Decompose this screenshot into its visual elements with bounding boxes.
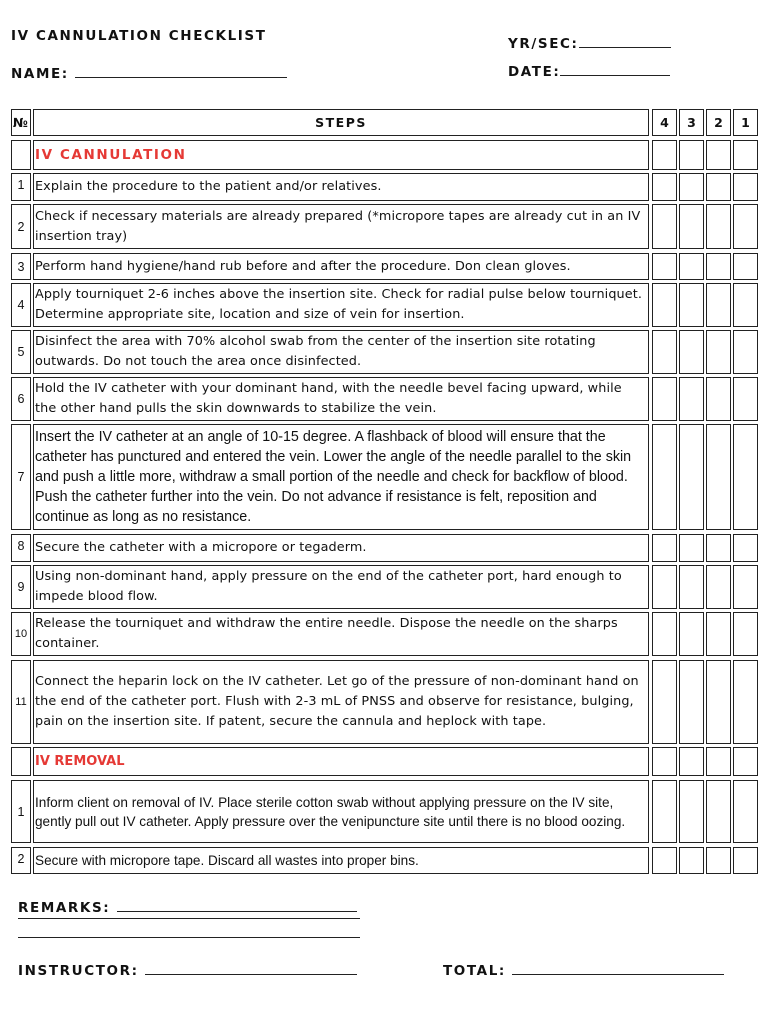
step-text-content: Insert the IV catheter at an angle of 10-15 degree. A flashback of blood will ensure that the catheter has punctured and entered the vein. Lower the angle of the needle parallel to the skin and push a little more, withdraw a small portion of the needle and check for backflow of blood. Push the catheter further into the vein. Do not advance if resistance is felt, reposition and continue as long as no resistance. [35, 429, 632, 525]
instructor-blank[interactable] [145, 972, 357, 975]
score-header-4: 4 [652, 109, 677, 136]
total-blank[interactable] [512, 972, 724, 975]
page-title: IV CANNULATION CHECKLIST [11, 28, 267, 44]
score-cell-2[interactable] [706, 612, 731, 656]
step-number: 9 [11, 565, 31, 609]
section-number-cell [11, 140, 31, 170]
score-cell [652, 747, 677, 776]
step-text [33, 377, 649, 421]
step-text-content: Apply tourniquet 2-6 inches above the insertion site. Check for radial pulse below tourniquet. Determine appropriate site, location and size of vein for insertion. [35, 287, 643, 322]
score-cell-3[interactable] [679, 253, 704, 280]
score-cell-3[interactable] [679, 847, 704, 874]
step-text [33, 204, 649, 249]
score-cell-3[interactable] [679, 612, 704, 656]
score-cell-1[interactable] [733, 204, 758, 249]
step-number: 8 [11, 534, 31, 562]
score-cell [679, 140, 704, 170]
score-cell-2[interactable] [706, 173, 731, 201]
name-label: NAME: [11, 66, 69, 82]
score-cell-4[interactable] [652, 780, 677, 843]
date-blank[interactable] [560, 73, 670, 76]
step-number: 2 [11, 847, 31, 874]
score-cell-1[interactable] [733, 330, 758, 374]
step-text-content: Perform hand hygiene/hand rub before and after the procedure. Don clean gloves. [35, 258, 571, 274]
score-cell-1[interactable] [733, 424, 758, 530]
score-cell-4[interactable] [652, 660, 677, 744]
score-cell-4[interactable] [652, 377, 677, 421]
score-cell [706, 747, 731, 776]
date-label: DATE: [508, 64, 561, 80]
step-text-content: Hold the IV catheter with your dominant hand, with the needle bevel facing upward, while the other hand pulls the skin downwards to stabilize the vein. [35, 381, 622, 416]
score-cell-3[interactable] [679, 565, 704, 609]
section-title-text: IV REMOVAL [35, 753, 125, 769]
score-cell-3[interactable] [679, 534, 704, 562]
step-text [33, 660, 649, 744]
score-cell-2[interactable] [706, 253, 731, 280]
score-cell [652, 140, 677, 170]
step-text-content: Connect the heparin lock on the IV catheter. Let go of the pressure of non-dominant hand on the end of the catheter port. Flush with 2-3 mL of PNSS and observe for resistance, bulging, pain on the insertion site. If patent, secure the cannula and heplock with tape. [35, 674, 639, 729]
step-text [33, 565, 649, 609]
score-cell-2[interactable] [706, 534, 731, 562]
score-cell-1[interactable] [733, 377, 758, 421]
remarks-label: REMARKS: [18, 900, 111, 916]
score-cell-2[interactable] [706, 847, 731, 874]
step-number: 5 [11, 330, 31, 374]
score-cell-2[interactable] [706, 660, 731, 744]
score-cell-3[interactable] [679, 780, 704, 843]
step-text-content: Disinfect the area with 70% alcohol swab from the center of the insertion site rotating outwards. Do not touch the area once disinfected. [35, 334, 596, 369]
instructor-label: INSTRUCTOR: [18, 963, 139, 979]
score-cell-2[interactable] [706, 283, 731, 327]
score-cell-1[interactable] [733, 660, 758, 744]
step-text-content: Secure with micropore tape. Discard all wastes into proper bins. [35, 852, 419, 868]
step-text [33, 612, 649, 656]
step-text [33, 780, 649, 843]
section-title-cannulation [33, 140, 649, 170]
score-cell-2[interactable] [706, 424, 731, 530]
step-text-content: Using non-dominant hand, apply pressure on the end of the catheter port, hard enough to impede blood flow. [35, 569, 622, 604]
instructor-field[interactable] [18, 963, 357, 979]
step-text-content: Check if necessary materials are already prepared (*micropore tapes are already cut in an IV insertion tray) [35, 208, 641, 244]
score-cell-3[interactable] [679, 660, 704, 744]
step-text [33, 534, 649, 562]
score-cell-1[interactable] [733, 534, 758, 562]
score-cell [733, 747, 758, 776]
name-field[interactable] [11, 66, 287, 82]
col-number-header: № [11, 109, 31, 136]
score-cell-1[interactable] [733, 565, 758, 609]
remarks-field[interactable] [18, 900, 357, 916]
total-field[interactable] [443, 963, 724, 979]
score-cell-4[interactable] [652, 253, 677, 280]
step-number: 10 [11, 612, 31, 656]
step-number: 1 [11, 173, 31, 201]
yrsec-field[interactable] [508, 36, 671, 52]
step-text [33, 253, 649, 280]
score-cell-3[interactable] [679, 204, 704, 249]
step-text [33, 424, 649, 530]
score-cell-3[interactable] [679, 173, 704, 201]
col-steps-header: STEPS [33, 109, 649, 136]
score-cell-1[interactable] [733, 283, 758, 327]
score-cell [733, 140, 758, 170]
step-text [33, 330, 649, 374]
score-cell-3[interactable] [679, 283, 704, 327]
score-cell-1[interactable] [733, 173, 758, 201]
step-number: 11 [11, 660, 31, 744]
step-number: 7 [11, 424, 31, 530]
step-text [33, 283, 649, 327]
score-cell-4[interactable] [652, 534, 677, 562]
section-number-cell [11, 747, 31, 776]
score-cell-3[interactable] [679, 424, 704, 530]
score-cell-3[interactable] [679, 330, 704, 374]
total-label: TOTAL: [443, 963, 506, 979]
score-cell-2[interactable] [706, 204, 731, 249]
score-header-2: 2 [706, 109, 731, 136]
score-header-3: 3 [679, 109, 704, 136]
score-cell-4[interactable] [652, 283, 677, 327]
yrsec-blank[interactable] [579, 45, 671, 48]
score-cell-2[interactable] [706, 330, 731, 374]
score-cell-4[interactable] [652, 565, 677, 609]
step-number: 4 [11, 283, 31, 327]
score-cell-1[interactable] [733, 847, 758, 874]
yrsec-label: YR/SEC: [508, 36, 579, 52]
remarks-blank-2[interactable] [18, 918, 360, 919]
step-text-content: Secure the catheter with a micropore or tegaderm. [35, 540, 367, 555]
score-cell-1[interactable] [733, 612, 758, 656]
step-text-content: Release the tourniquet and withdraw the entire needle. Dispose the needle on the sharps container. [35, 616, 618, 651]
score-cell-4[interactable] [652, 847, 677, 874]
score-cell-2[interactable] [706, 780, 731, 843]
score-cell-4[interactable] [652, 612, 677, 656]
score-header-1: 1 [733, 109, 758, 136]
name-blank[interactable] [75, 75, 287, 78]
score-cell-4[interactable] [652, 204, 677, 249]
score-cell-2[interactable] [706, 377, 731, 421]
score-cell-4[interactable] [652, 173, 677, 201]
step-number: 2 [11, 204, 31, 249]
score-cell-1[interactable] [733, 780, 758, 843]
step-text-content: Explain the procedure to the patient and/or relatives. [35, 179, 382, 194]
score-cell [679, 747, 704, 776]
score-cell-3[interactable] [679, 377, 704, 421]
step-text-content: Inform client on removal of IV. Place sterile cotton swab without applying pressure on the IV site, gently pull out IV catheter. Apply pressure over the venipuncture site until there is no blood oozing. [35, 794, 626, 829]
step-number: 1 [11, 780, 31, 843]
score-cell-2[interactable] [706, 565, 731, 609]
section-title-removal [33, 747, 649, 776]
step-text [33, 847, 649, 874]
section-title-text: IV CANNULATION [35, 147, 187, 163]
remarks-blank-1[interactable] [117, 909, 357, 912]
step-number: 3 [11, 253, 31, 280]
date-field[interactable] [508, 64, 670, 80]
score-cell [706, 140, 731, 170]
remarks-blank-3[interactable] [18, 937, 360, 938]
score-cell-1[interactable] [733, 253, 758, 280]
step-text [33, 173, 649, 201]
score-cell-4[interactable] [652, 424, 677, 530]
step-number: 6 [11, 377, 31, 421]
score-cell-4[interactable] [652, 330, 677, 374]
